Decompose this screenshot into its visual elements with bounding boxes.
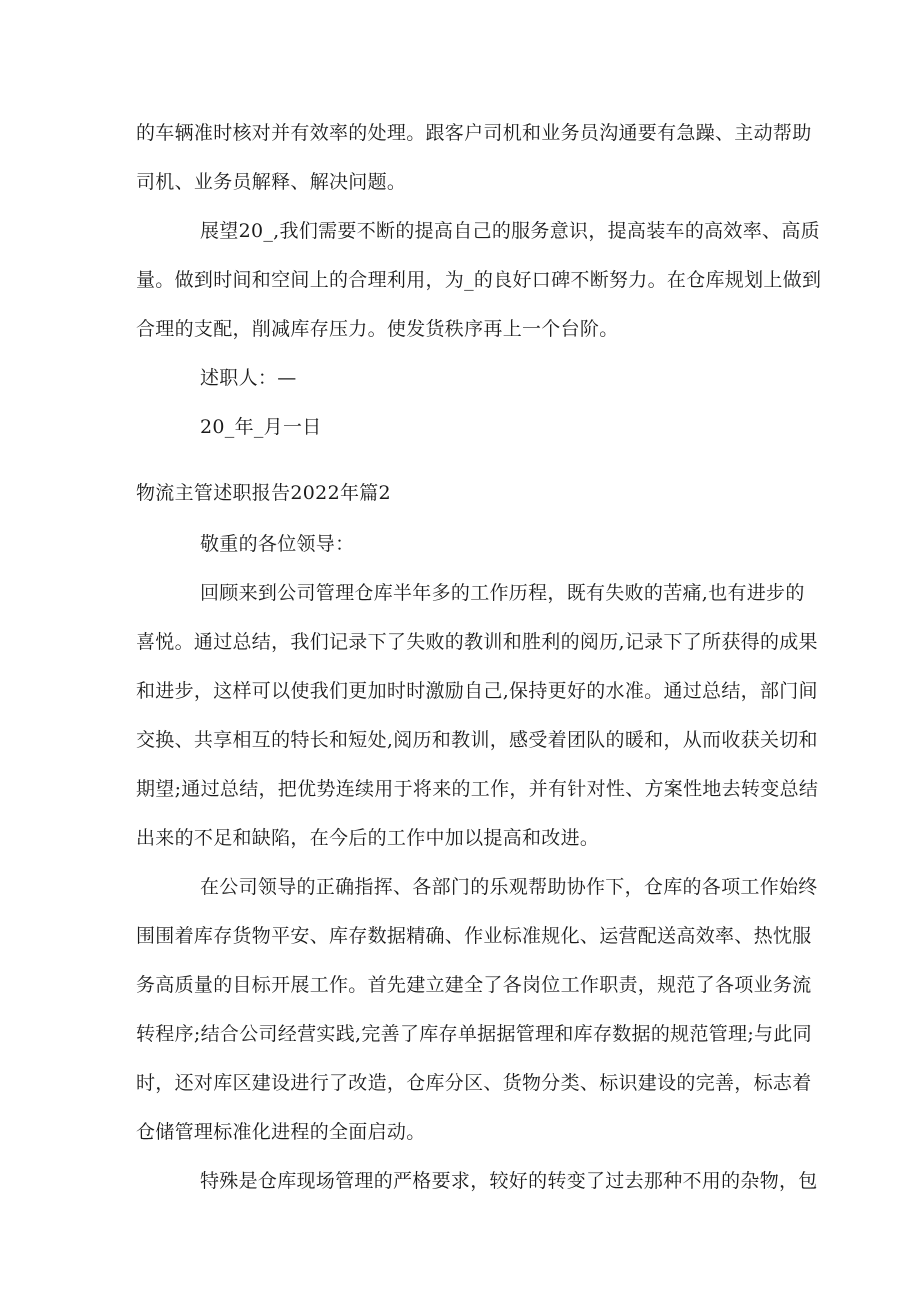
signature-line: 述职人：— xyxy=(200,367,297,389)
text-line: 务高质量的目标开展工作。首先建立建全了各岗位工作职责，规范了各项业务流 xyxy=(136,974,812,996)
text-line: 合理的支配，削减库存压力。使发货秩序再上一个台阶。 xyxy=(136,318,619,340)
text-line: 特殊是仓库现场管理的严格要求，较好的转变了过去那种不用的杂物，包 xyxy=(200,1170,818,1192)
text-line: 和进步，这样可以使我们更加时时激励自己,保持更好的水准。通过总结，部门间 xyxy=(136,680,818,702)
text-line: 回顾来到公司管理仓库半年多的工作历程，既有失败的苦痛,也有进步的 xyxy=(200,582,805,604)
text-line: 期望;通过总结，把优势连续用于将来的工作，并有针对性、方案性地去转变总结 xyxy=(136,778,819,800)
date-line: 20_年_月一日 xyxy=(200,416,322,438)
text-line: 交换、共享相互的特长和短处,阅历和教训，感受着团队的暖和，从而收获关切和 xyxy=(136,729,818,751)
text-line: 展望20_,我们需要不断的提高自己的服务意识，提高装车的高效率、高质 xyxy=(200,220,820,242)
salutation: 敬重的各位领导： xyxy=(200,533,355,555)
text-line: 转程序;结合公司经营实践,完善了库存单据据管理和库存数据的规范管理;与此同 xyxy=(136,1023,812,1045)
text-line: 在公司领导的正确指挥、各部门的乐观帮助协作下，仓库的各项工作始终 xyxy=(200,876,818,898)
text-line: 司机、业务员解释、解决问题。 xyxy=(136,171,407,193)
text-line: 时，还对库区建设进行了改造，仓库分区、货物分类、标识建设的完善，标志着 xyxy=(136,1072,812,1094)
text-line: 量。做到时间和空间上的合理利用，为_的良好口碑不断努力。在仓库规划上做到 xyxy=(136,269,822,291)
text-line: 仓储管理标准化进程的全面启动。 xyxy=(136,1121,426,1143)
text-line: 出来的不足和缺陷，在今后的工作中加以提高和改进。 xyxy=(136,827,600,849)
section-heading: 物流主管述职报告2022年篇2 xyxy=(136,482,391,504)
text-line: 的车辆准时核对并有效率的处理。跟客户司机和业务员沟通要有急躁、主动帮助 xyxy=(136,122,812,144)
text-line: 围围着库存货物平安、库存数据精确、作业标准规化、运营配送高效率、热忱服 xyxy=(136,925,812,947)
text-line: 喜悦。通过总结，我们记录下了失败的教训和胜利的阅历,记录下了所获得的成果 xyxy=(136,631,818,653)
